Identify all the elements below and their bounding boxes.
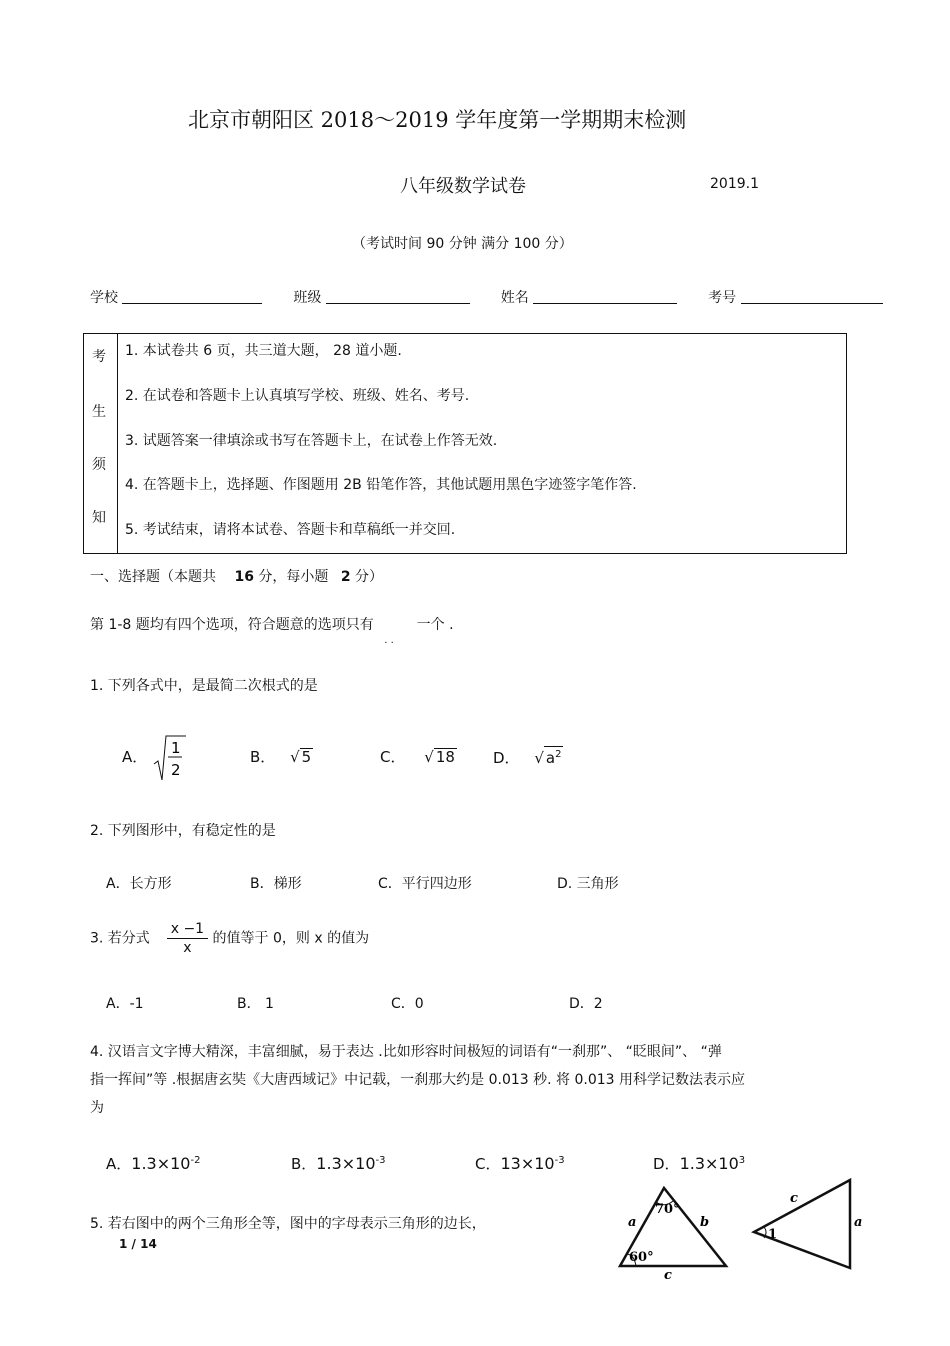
- angle-1-label: 1: [768, 1227, 778, 1242]
- name-blank[interactable]: [533, 289, 677, 304]
- instruction-text: 一个 .: [416, 617, 454, 633]
- q3-option-b: B． 1: [237, 996, 274, 1012]
- sci-base: 1.3×10: [131, 1154, 191, 1173]
- radicand: [544, 746, 564, 766]
- sci-exp: -3: [375, 1155, 386, 1166]
- sci-exp: -2: [190, 1155, 201, 1166]
- sci-base: 1.3×10: [679, 1154, 739, 1173]
- fraction: [167, 920, 208, 957]
- notice-box: [83, 333, 847, 554]
- frac-den: 2: [171, 761, 181, 779]
- name-label: 姓名: [500, 290, 529, 306]
- radicand: 18: [435, 748, 455, 766]
- exponent: 2: [555, 749, 562, 760]
- notice-item: 3. 试题答案一律填涂或书写在答题卡上，在试卷上作答无效.: [125, 433, 498, 449]
- side-c-label: c: [664, 1268, 672, 1282]
- q2-option-c: C．平行四边形: [378, 876, 472, 892]
- q2-option-a: A．长方形: [106, 876, 172, 892]
- q2-stem: 2. 下列图形中，有稳定性的是: [90, 823, 276, 839]
- q3-option-c: C．0: [391, 996, 424, 1012]
- section1-instruction: 第 1-8 题均有四个选项，符合题意的选项只有 . . 一个 .: [90, 617, 454, 646]
- q4-option-a: [106, 1153, 200, 1174]
- q1-option-c: C． √ 18: [380, 748, 455, 766]
- q1-option-b: B． √ 5: [250, 748, 312, 766]
- heading-text: 分）: [355, 569, 384, 585]
- q1-option-a: [122, 734, 188, 782]
- q3-option-a: A．-1: [106, 996, 144, 1012]
- notice-side-char: 知: [92, 510, 106, 526]
- notice-item: 1. 本试卷共 6 页，共三道大题， 28 道小题.: [125, 343, 402, 359]
- option-label: D．: [653, 1155, 680, 1173]
- option-label: A．: [122, 748, 148, 766]
- sci-base: 1.3×10: [316, 1154, 376, 1173]
- school-blank[interactable]: [122, 289, 262, 304]
- q1-stem: 1. 下列各式中，是最简二次根式的是: [90, 678, 318, 694]
- q4-line2: 指一挥间”等 .根据唐玄奘《大唐西域记》中记载，一刹那大约是 0.013 秒. 将 0.013 用科学记数法表示应: [90, 1072, 746, 1088]
- angle-70-label: 70°: [655, 1202, 680, 1217]
- notice-item: 5. 考试结束，请将本试卷、答题卡和草稿纸一并交回.: [125, 522, 456, 538]
- sqrt-fraction: [152, 734, 188, 782]
- notice-item: 2. 在试卷和答题卡上认真填写学校、班级、姓名、考号.: [125, 388, 470, 404]
- frac-num: x −1: [167, 920, 208, 939]
- q4-line1: 4. 汉语言文字博大精深，丰富细腻，易于表达 .比如形容时间极短的词语有“一刹那”、 “眨眼间”、 “弹: [90, 1044, 722, 1060]
- q2-option-d: D. 三角形: [557, 876, 619, 892]
- heading-text: 一、选择题（本题共: [90, 569, 216, 585]
- paper-subtitle: 八年级数学试卷: [400, 176, 526, 197]
- notice-item: 4. 在答题卡上，选择题、作图题用 2B 铅笔作答，其他试题用黑色字迹签字笔作答.: [125, 477, 637, 493]
- frac-den: x: [183, 940, 192, 956]
- side-a-label: a: [628, 1215, 637, 1230]
- exam-no-label: 考号: [708, 290, 737, 306]
- q3-stem: [90, 920, 369, 957]
- exam-info: （考试时间 90 分钟 满分 100 分）: [352, 236, 573, 252]
- q2-option-b: B．梯形: [250, 876, 302, 892]
- q1-option-d: D． √ $a^2$: [493, 746, 563, 768]
- class-blank[interactable]: [326, 289, 470, 304]
- notice-side-char: 考: [92, 349, 106, 365]
- page-number: 1 / 14: [119, 1237, 157, 1251]
- class-label: 班级: [293, 290, 322, 306]
- each-score: 2: [340, 569, 351, 585]
- side-c-label: c: [790, 1191, 798, 1206]
- option-label: A．: [106, 1155, 132, 1173]
- sci-exp: -3: [554, 1155, 565, 1166]
- triangle-figure-1: [612, 1182, 738, 1282]
- sci-exp: 3: [738, 1155, 746, 1166]
- option-label: D．: [493, 749, 520, 767]
- heading-text: 分，每小题: [258, 569, 329, 585]
- stem-text: 3. 若分式: [90, 930, 150, 947]
- option-label: B．: [291, 1155, 317, 1173]
- angle-60-label: 60°: [629, 1250, 654, 1265]
- instruction-text: 第 1-8 题均有四个选项，符合题意的选项只有: [90, 617, 374, 633]
- notice-side: [84, 334, 118, 554]
- option-label: C．: [380, 748, 406, 766]
- section1-heading: [90, 566, 383, 586]
- exam-no-blank[interactable]: [741, 289, 883, 304]
- q4-option-b: [291, 1153, 386, 1174]
- option-label: C．: [475, 1155, 501, 1173]
- base: a: [545, 749, 556, 767]
- option-label: B．: [250, 748, 276, 766]
- sci-base: 13×10: [500, 1154, 555, 1173]
- triangle-figure-2: [748, 1172, 870, 1272]
- q4-option-c: [475, 1153, 565, 1174]
- q5-stem: 5. 若右图中的两个三角形全等，图中的字母表示三角形的边长，: [90, 1216, 486, 1232]
- radicand: 5: [301, 748, 312, 766]
- total-score: 16: [234, 569, 254, 585]
- stem-text: 的值等于 0，则 x 的值为: [212, 930, 370, 947]
- exam-date: 2019.1: [710, 176, 759, 192]
- q3-option-d: D．2: [569, 996, 603, 1012]
- school-label: 学校: [90, 290, 118, 306]
- notice-items: [118, 334, 847, 554]
- notice-side-char: 生: [92, 404, 106, 420]
- q4-option-d: [653, 1153, 745, 1174]
- side-a-label: a: [854, 1215, 863, 1230]
- q4-line3: 为: [90, 1100, 104, 1116]
- field-row: [90, 287, 883, 307]
- frac-num: 1: [171, 739, 181, 757]
- notice-side-char: 须: [92, 457, 106, 473]
- exam-title: 北京市朝阳区 2018～2019 学年度第一学期期末检测: [188, 108, 687, 132]
- side-b-label: b: [700, 1215, 710, 1230]
